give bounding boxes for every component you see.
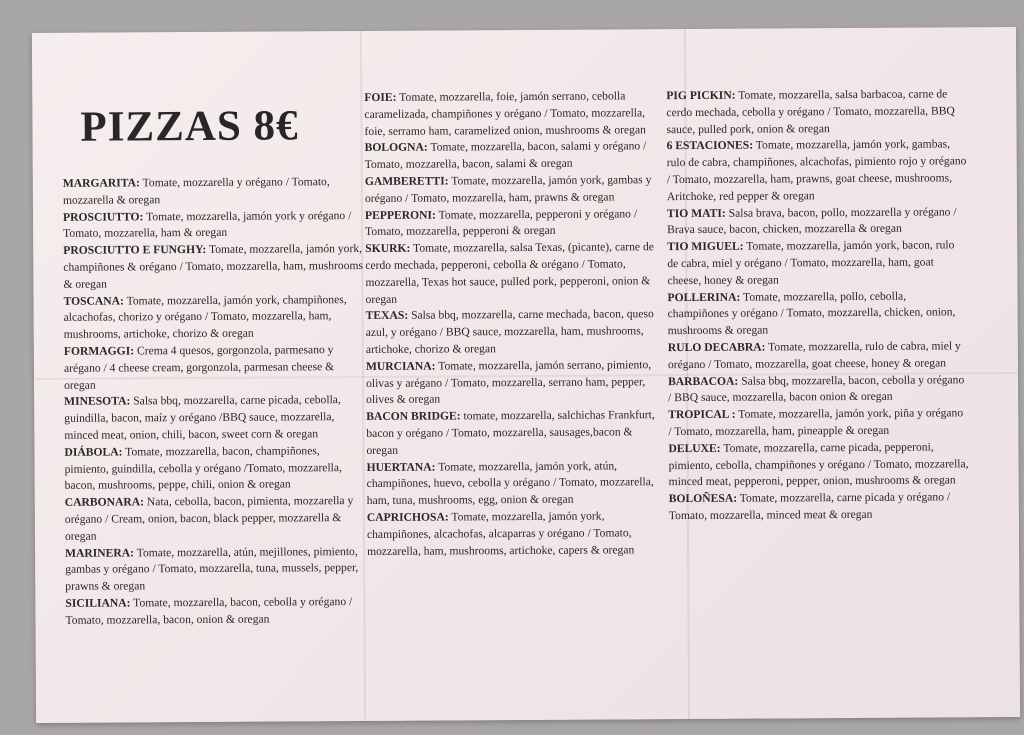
- pizza-name: FOIE:: [364, 90, 397, 104]
- pizza-name: RULO DECABRA:: [667, 340, 766, 355]
- menu-item: [364, 88, 662, 140]
- pizza-name: POLLERINA:: [667, 290, 741, 304]
- menu-item: [668, 372, 968, 407]
- pizza-ingredients: Tomate, mozzarella, jamón york, champiñones, alcachofas, chorizo y orégano / Tomato, mozzarella, ham, mushrooms, artichoke, chorizo & oregan: [63, 292, 347, 341]
- menu-item: [366, 357, 664, 409]
- pizza-name: TROPICAL :: [668, 407, 736, 422]
- pizza-name: PIG PICKIN:: [666, 88, 736, 103]
- pizza-name: CAPRICHOSA:: [366, 510, 449, 524]
- pizza-ingredients: Salsa bbq, mozzarella, bacon, cebolla y orégano / BBQ sauce, mozzarella, bacon onion & oregan: [668, 372, 965, 405]
- pizza-name: SKURK:: [365, 241, 411, 256]
- pizza-ingredients: Crema 4 quesos, gorgonzola, parmesano y arégano / 4 cheese cream, gorgonzola, parmesan cheese & oregan: [63, 343, 335, 392]
- pizza-ingredients: tomate, mozzarella, salchichas Frankfurt, bacon y orégano / Tomato, mozzarella, sausages,bacon & oregan: [366, 408, 655, 457]
- pizza-ingredients: Tomate, mozzarella, salsa barbacoa, carne de cerdo mechada, cebolla y orégano / Tomato, mozzarella, BBQ sauce, pulled pork, onion & oregan: [666, 87, 955, 136]
- pizza-name: PEPPERONI:: [364, 208, 436, 222]
- pizza-name: HUERTANA:: [366, 460, 436, 474]
- pizza-ingredients: Tomate, mozzarella, bacon, salami y orégano / Tomato, mozzarella, bacon, salami & oregan: [364, 139, 647, 172]
- menu-item: [64, 392, 364, 444]
- pizza-ingredients: Tomate, mozzarella, carne picada y orégano / Tomato, mozzarella, minced meat & oregan: [668, 490, 951, 523]
- menu-item: [64, 443, 364, 495]
- menu-item: [365, 139, 663, 174]
- pizza-ingredients: Tomate, mozzarella, atún, mejillones, pimiento, gambas y orégano / Tomato, mozzarella, tuna, mussels, pepper, prawns & oregan: [65, 544, 359, 593]
- pizza-ingredients: Tomate, mozzarella, jamón serrano, pimiento, olivas y arégano / Tomato, mozzarella, serrano ham, pepper, olives & oregan: [366, 357, 652, 407]
- pizza-name: 6 ESTACIONES:: [666, 138, 754, 153]
- menu-item: [365, 206, 663, 241]
- menu-item: [668, 405, 968, 440]
- pizza-name: MARINERA:: [65, 545, 135, 560]
- menu-item: [667, 204, 967, 239]
- pizza-name: GAMBERETTI:: [364, 174, 449, 188]
- menu-item: [367, 508, 665, 560]
- menu-item: [366, 307, 664, 359]
- menu-column-2: [364, 88, 665, 560]
- pizza-name: TOSCANA:: [63, 294, 124, 308]
- pizza-name: DELUXE:: [668, 441, 721, 455]
- pizza-name: PROSCIUTTO E FUNGHY:: [63, 243, 207, 258]
- pizza-name: MINESOTA:: [64, 394, 131, 409]
- pizza-ingredients: Tomate, mozzarella, jamón york, bacon, rulo de cabra, miel y orégano / Tomato, mozzarella, ham, goat cheese, honey & oregan: [667, 238, 955, 287]
- pizza-name: TIO MATI:: [666, 206, 726, 220]
- menu-item: [668, 439, 968, 491]
- menu-item: [365, 172, 663, 207]
- menu-item: [65, 594, 365, 629]
- pizza-ingredients: Salsa bbq, mozzarella, carne picada, cebolla, guindilla, bacon, maíz y orégano /BBQ sauce, mozzarella, minced meat, onion, chili, bacon, sweet corn & oregan: [64, 393, 341, 442]
- menu-item: [65, 493, 365, 545]
- pizza-name: BOLOÑESA:: [668, 491, 738, 506]
- menu-item: [667, 237, 967, 289]
- menu-column-1: [63, 174, 366, 629]
- pizza-name: TIO MIGUEL:: [667, 239, 744, 254]
- menu-item: [63, 208, 363, 243]
- pizza-ingredients: Tomate, mozzarella, carne picada, pepperoni, pimiento, cebolla, champiñones y orégano / Tomato, mozzarella, minced meat, pepperoni, pepper, onion, mushrooms & oregan: [668, 440, 969, 489]
- menu-item: [65, 544, 365, 596]
- pizza-ingredients: Tomate, mozzarella, jamón york, champiñones & orégano / Tomato, mozzarella, ham, mushrooms & oregan: [63, 242, 364, 291]
- pizza-ingredients: Tomate, mozzarella, pepperoni y orégano / Tomato, mozzarella, pepperoni & oregan: [365, 206, 638, 239]
- pizza-name: BACON BRIDGE:: [366, 409, 461, 424]
- pizza-ingredients: Tomate, mozzarella, jamón york, gambas, rulo de cabra, champiñones, alcachofas, pimiento rojo y orégano / Tomato, mozzarella, ham, prawns, goat cheese, mushrooms, Aritchoke, red pepper & oregan: [666, 137, 967, 203]
- pizza-name: BOLOGNA:: [364, 140, 428, 155]
- menu-column-3: [666, 86, 969, 525]
- pizza-ingredients: Nata, cebolla, bacon, pimienta, mozzarella y orégano / Cream, onion, bacon, black pepper, mozzarella & oregan: [64, 494, 354, 543]
- pizza-name: CARBONARA:: [64, 495, 145, 509]
- menu-item: [365, 239, 663, 308]
- pizza-ingredients: Tomate, mozzarella, salsa Texas, (picante), carne de cerdo mechada, pepperoni, cebolla & orégano / Tomato, mozzarella, Texas hot sauce, pulled pork, pepperoni, onion & oregan: [365, 240, 654, 306]
- pizza-ingredients: Tomate, mozzarella y orégano / Tomato, mozzarella & oregan: [62, 175, 330, 207]
- pizza-name: BARBACOA:: [668, 374, 739, 388]
- pizza-ingredients: Tomate, mozzarella, jamón york, gambas y orégano / Tomato, mozzarella, ham, prawns & oregan: [364, 173, 652, 205]
- menu-sheet: [32, 27, 1020, 723]
- menu-item: [63, 241, 363, 293]
- pizza-name: PROSCIUTTO:: [62, 209, 144, 224]
- pizza-ingredients: Tomate, mozzarella, rulo de cabra, miel y orégano / Tomato, mozzarella, goat cheese, honey & oregan: [667, 339, 961, 371]
- menu-title: PIZZAS 8€: [80, 102, 299, 151]
- pizza-ingredients: Tomate, mozzarella, bacon, champiñones, pimiento, guindilla, cebolla y orégano /Tomato, mozzarella, bacon, mushrooms, peppe, chili, onion & oregan: [64, 444, 342, 493]
- pizza-name: FORMAGGI:: [63, 344, 135, 358]
- menu-item: [64, 342, 364, 394]
- pizza-name: MARGARITA:: [62, 176, 140, 190]
- menu-item: [367, 458, 665, 510]
- menu-item: [668, 338, 968, 373]
- pizza-ingredients: Tomate, mozzarella, foie, jamón serrano, cebolla caramelizada, champiñones y orégano / Tomato, mozzarella, foie, serramo ham, caramelized onion, mushrooms & oregan: [364, 89, 646, 138]
- pizza-name: SICILIANA:: [65, 596, 131, 610]
- pizza-ingredients: Tomate, mozzarella, pollo, cebolla, champiñones y orégano / Tomato, mozzarella, chicken, onion, mushrooms & oregan: [667, 289, 956, 338]
- menu-item: [63, 174, 363, 209]
- pizza-ingredients: Tomate, mozzarella, jamón york, piña y orégano / Tomato, mozzarella, ham, pineapple & oregan: [668, 406, 964, 439]
- menu-item: [366, 407, 664, 459]
- menu-item: [63, 292, 363, 344]
- pizza-ingredients: Tomate, mozzarella, jamón york, atún, champiñones, huevo, cebolla y orégano / Tomato, mozzarella, ham, tuna, mushrooms, egg, onion & oregan: [366, 458, 654, 508]
- menu-item: [669, 489, 969, 524]
- pizza-name: TEXAS:: [365, 309, 409, 323]
- pizza-ingredients: Tomate, mozzarella, jamón york y orégano / Tomato, mozzarella, ham & oregan: [63, 208, 352, 241]
- menu-item: [667, 137, 967, 206]
- pizza-name: MURCIANA:: [365, 359, 436, 373]
- menu-item: [667, 288, 967, 340]
- pizza-ingredients: Tomate, mozzarella, bacon, cebolla y orégano / Tomato, mozzarella, bacon, onion & oregan: [65, 594, 353, 627]
- menu-item: [666, 86, 966, 138]
- pizza-ingredients: Salsa brava, bacon, pollo, mozzarella y orégano / Brava sauce, bacon, chicken, mozzarella & oregan: [667, 204, 957, 237]
- pizza-ingredients: Tomate, mozzarella, jamón york, champiñones, alcachofas, alcaparras y orégano / Tomato, mozzarella, ham, mushrooms, artichoke, capers & oregan: [366, 509, 635, 558]
- pizza-name: DIÁBOLA:: [64, 445, 123, 459]
- pizza-ingredients: Salsa bbq, mozzarella, carne mechada, bacon, queso azul, y orégano / BBQ sauce, mozzarella, ham, mushrooms, artichoke, chorizo & oregan: [365, 307, 654, 356]
